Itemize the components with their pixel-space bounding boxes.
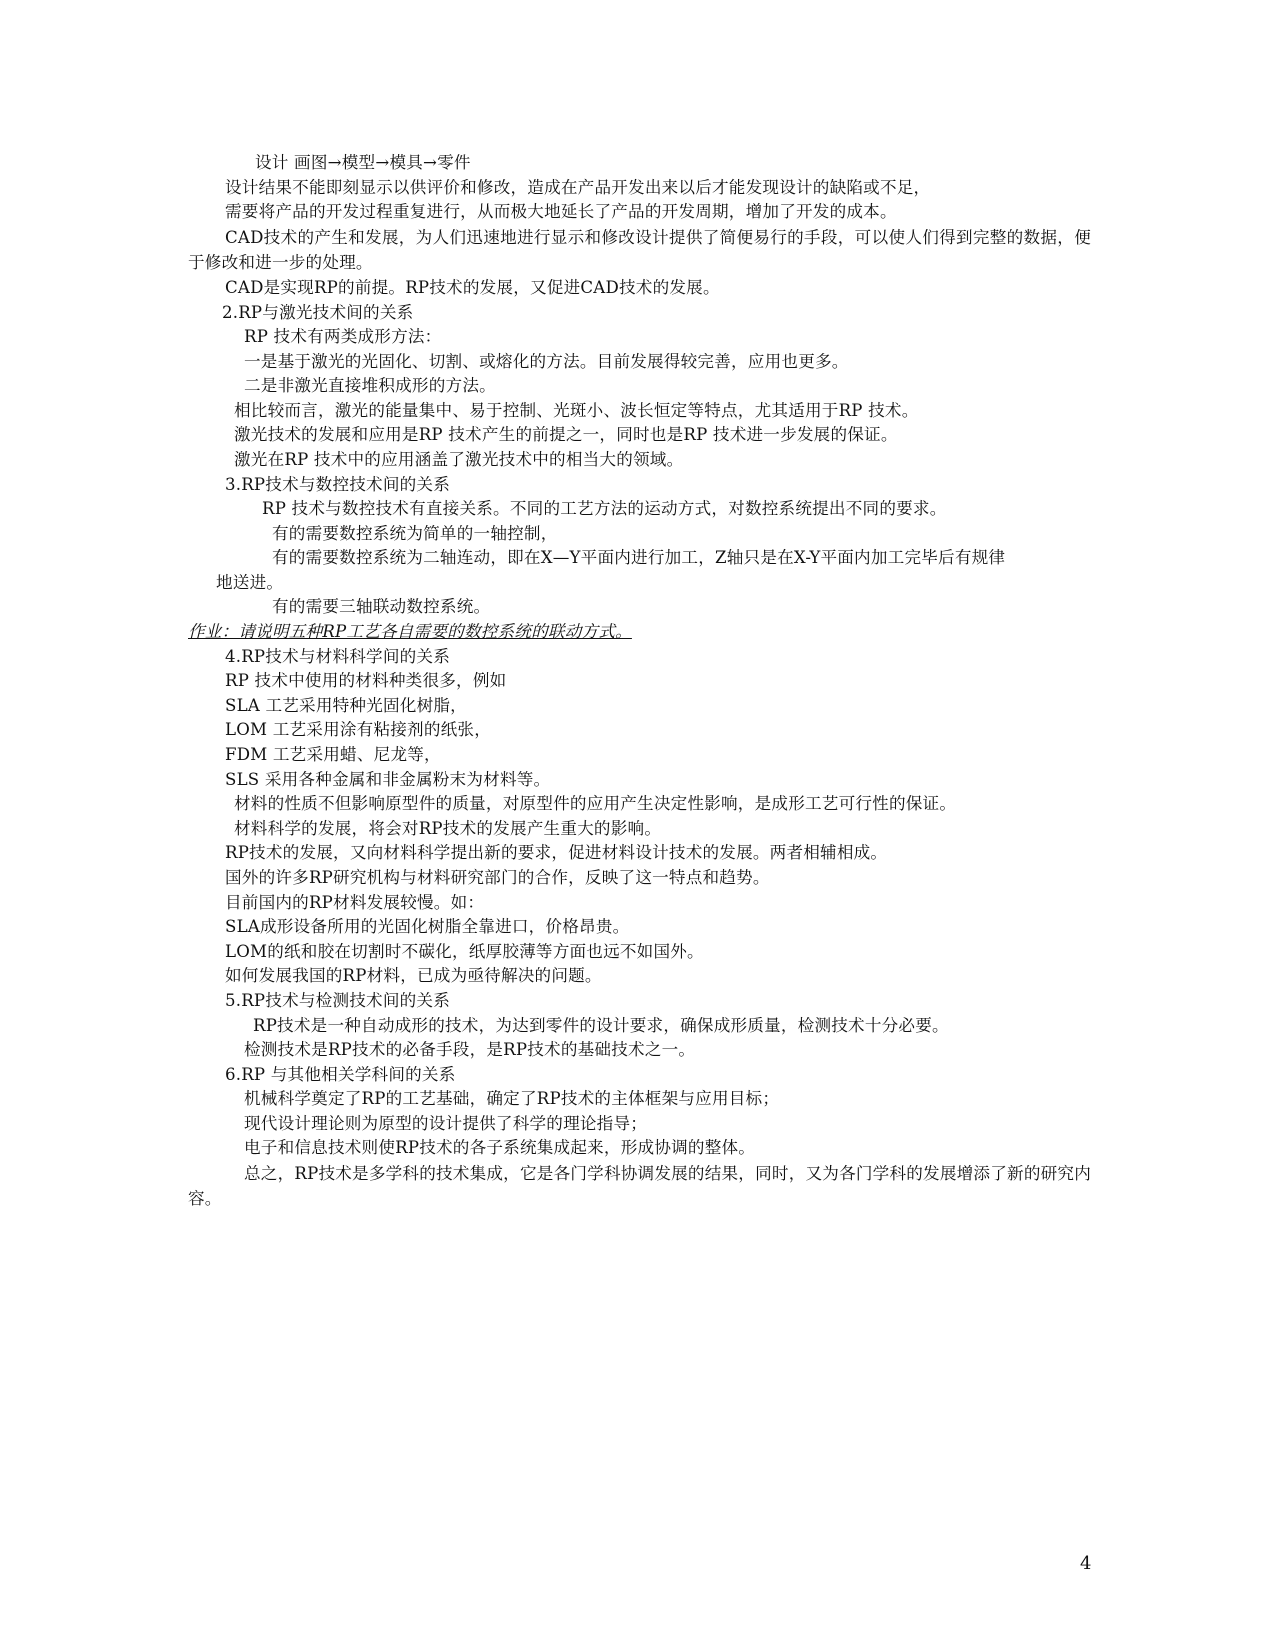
- text-line: SLA成形设备所用的光固化树脂全靠进口，价格昂贵。: [225, 917, 630, 936]
- text-line: 材料科学的发展，将会对RP技术的发展产生重大的影响。: [234, 819, 662, 838]
- text-line: 激光在RP 技术中的应用涵盖了激光技术中的相当大的领域。: [234, 450, 684, 469]
- section-heading: 3.RP技术与数控技术间的关系: [225, 475, 451, 494]
- text-line: 激光技术的发展和应用是RP 技术产生的前提之一，同时也是RP 技术进一步发展的保证。: [234, 425, 898, 444]
- text-line: SLS 采用各种金属和非金属粉末为材料等。: [225, 770, 551, 789]
- text-line: 有的需要数控系统为简单的一轴控制，: [272, 524, 558, 543]
- text-line: RP技术是一种自动成形的技术，为达到零件的设计要求，确保成形质量，检测技术十分必要。: [253, 1016, 949, 1035]
- text-line: FDM 工艺采用蜡、尼龙等，: [225, 745, 441, 764]
- text-line: 电子和信息技术则使RP技术的各子系统集成起来，形成协调的整体。: [244, 1138, 756, 1157]
- text-line: LOM 工艺采用涂有粘接剂的纸张，: [225, 720, 492, 739]
- text-line: 如何发展我国的RP材料，已成为亟待解决的问题。: [225, 966, 602, 985]
- text-line: 二是非激光直接堆积成形的方法。: [244, 376, 496, 395]
- section-heading: 6.RP 与其他相关学科间的关系: [225, 1065, 456, 1084]
- text-line: 有的需要三轴联动数控系统。: [272, 597, 491, 616]
- text-line: 目前国内的RP材料发展较慢。如：: [225, 893, 485, 912]
- text-line: 设计 画图→模型→模具→零件: [255, 153, 471, 172]
- text-line: LOM的纸和胶在切割时不碳化，纸厚胶薄等方面也远不如国外。: [225, 942, 704, 961]
- text-line: RP 技术有两类成形方法：: [244, 327, 442, 346]
- text-line: 检测技术是RP技术的必备手段，是RP技术的基础技术之一。: [244, 1040, 696, 1059]
- text-line: 地送进。: [216, 573, 284, 592]
- text-line: 国外的许多RP研究机构与材料研究部门的合作，反映了这一特点和趋势。: [225, 868, 770, 887]
- section-heading: 2.RP与激光技术间的关系: [222, 303, 414, 322]
- text-line: RP技术的发展，又向材料科学提出新的要求，促进材料设计技术的发展。两者相辅相成。: [225, 843, 888, 862]
- text-line: 机械科学奠定了RP的工艺基础，确定了RP技术的主体框架与应用目标；: [244, 1089, 780, 1108]
- text-line: 设计结果不能即刻显示以供评价和修改，造成在产品开发出来以后才能发现设计的缺陷或不足，: [225, 178, 931, 197]
- text-line: 需要将产品的开发过程重复进行，从而极大地延长了产品的开发周期，增加了开发的成本。: [225, 202, 897, 221]
- text-line: 相比较而言，激光的能量集中、易于控制、光斑小、波长恒定等特点，尤其适用于RP 技术。: [234, 401, 919, 420]
- text-line: 一是基于激光的光固化、切割、或熔化的方法。目前发展得较完善，应用也更多。: [244, 352, 849, 371]
- text-line: RP 技术中使用的材料种类很多，例如: [225, 671, 507, 690]
- text-line: 现代设计理论则为原型的设计提供了科学的理论指导；: [244, 1114, 648, 1133]
- text-line: 有的需要数控系统为二轴连动，即在X—Y平面内进行加工，Z轴只是在X-Y平面内加工完毕后有规律: [272, 548, 1006, 567]
- text-line: SLA 工艺采用特种光固化树脂，: [225, 696, 467, 715]
- page-number: 4: [1080, 1553, 1092, 1574]
- section-heading: 5.RP技术与检测技术间的关系: [225, 991, 451, 1010]
- text-line: 材料的性质不但影响原型件的质量，对原型件的应用产生决定性影响，是成形工艺可行性的保证。: [234, 794, 957, 813]
- section-heading: 4.RP技术与材料科学间的关系: [225, 647, 451, 666]
- paragraph: CAD技术的产生和发展，为人们迅速地进行显示和修改设计提供了简便易行的手段，可以使人们得到完整的数据，便于修改和进一步的处理。: [188, 228, 1091, 272]
- text-line: RP 技术与数控技术有直接关系。不同的工艺方法的运动方式，对数控系统提出不同的要求。: [262, 499, 947, 518]
- homework-note: 作业：请说明五种RP工艺各自需要的数控系统的联动方式。: [188, 622, 632, 641]
- paragraph: 总之，RP技术是多学科的技术集成，它是各门学科协调发展的结果，同时，又为各门学科的发展增添了新的研究内容。: [188, 1164, 1091, 1208]
- text-line: CAD是实现RP的前提。RP技术的发展，又促进CAD技术的发展。: [225, 278, 720, 297]
